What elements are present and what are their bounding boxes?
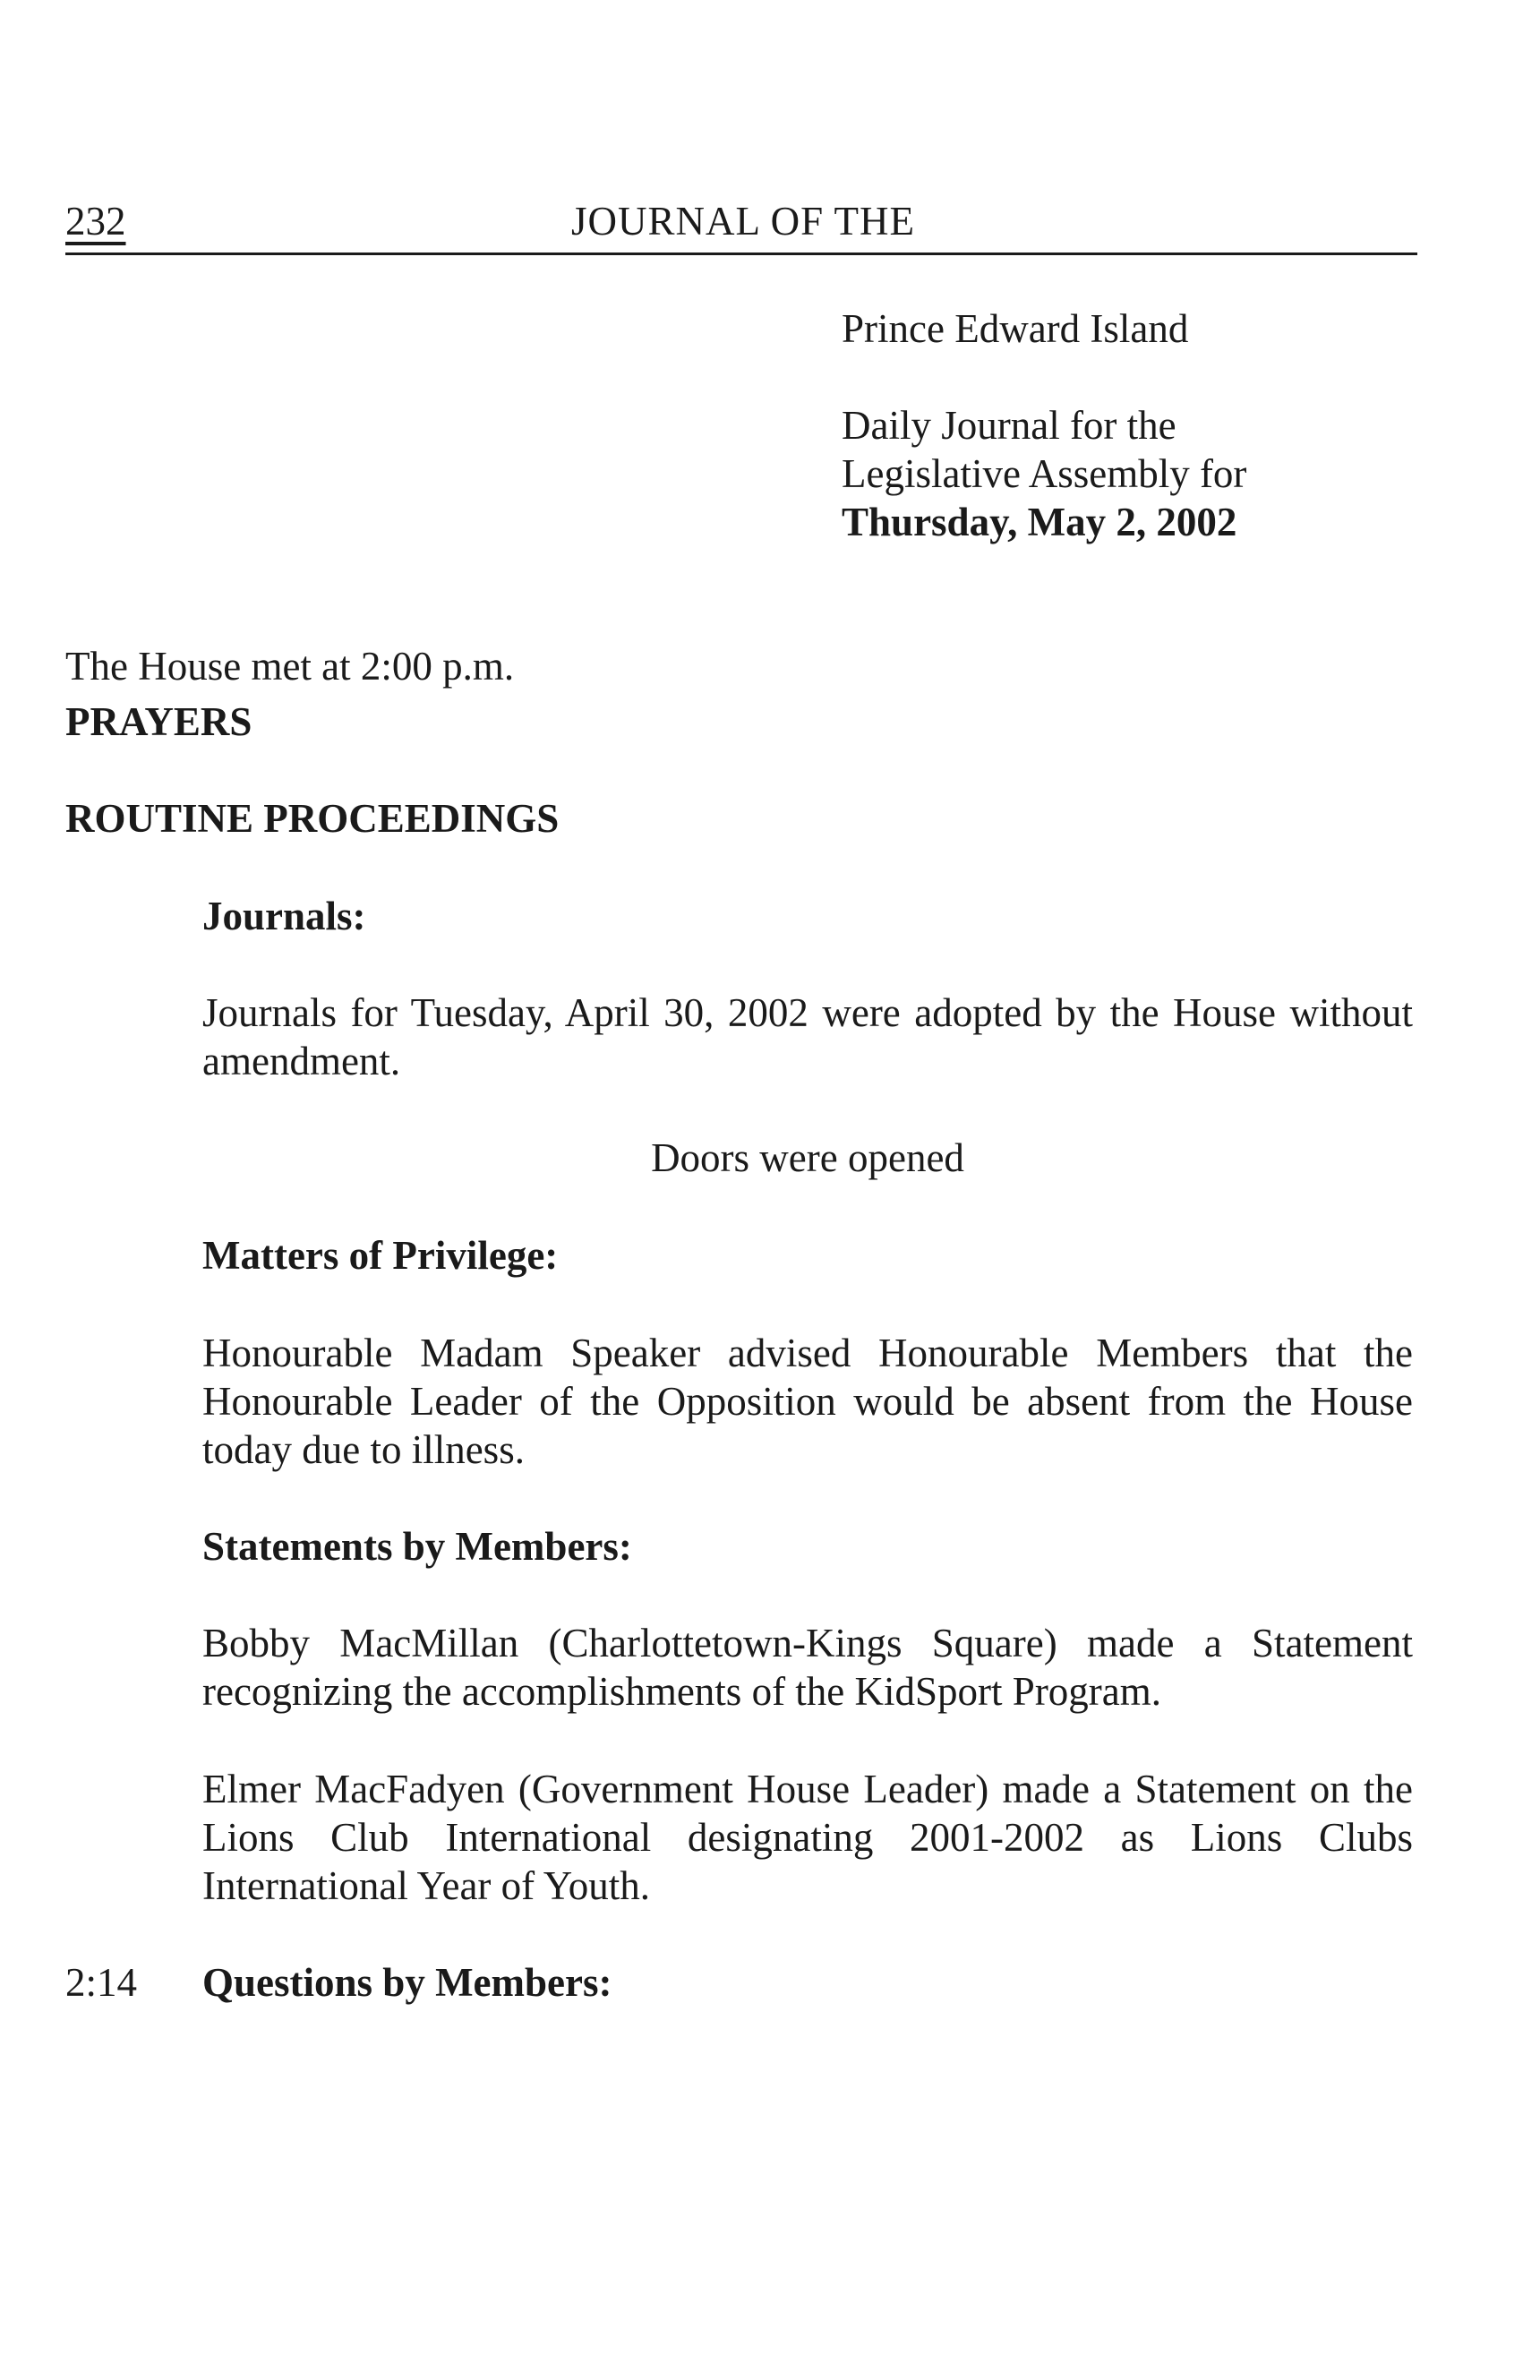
prayers-heading: PRAYERS — [65, 699, 252, 744]
sitting-date: Thursday, May 2, 2002 — [842, 500, 1237, 544]
journals-paragraph: Journals for Tuesday, April 30, 2002 were adopted by the House without amendment. — [202, 990, 1413, 1083]
running-head — [65, 195, 1417, 255]
running-title: JOURNAL OF THE — [571, 199, 916, 244]
matters-of-privilege-heading: Matters of Privilege: — [202, 1233, 559, 1278]
statements-heading: Statements by Members: — [202, 1524, 632, 1569]
doors-opened-note: Doors were opened — [651, 1135, 964, 1180]
journal-line-1: Daily Journal for the — [842, 403, 1176, 448]
journal-header — [842, 304, 1415, 546]
questions-time: 2:14 — [65, 1960, 138, 2005]
questions-heading: Questions by Members: — [202, 1960, 612, 2005]
journals-heading: Journals: — [202, 894, 366, 938]
journal-line-2: Legislative Assembly for — [842, 451, 1247, 496]
statement-paragraph: Elmer MacFadyen (Government House Leader) made a Statement on the Lions Club International designating 2001-2002 as Lions Clubs International Year of Youth. — [202, 1767, 1413, 1908]
province-name: Prince Edward Island — [842, 306, 1189, 351]
statement-paragraph: Bobby MacMillan (Charlottetown-Kings Square) made a Statement recognizing the accomplishments of the KidSport Program. — [202, 1621, 1413, 1714]
house-met-time: The House met at 2:00 p.m. — [65, 644, 515, 689]
routine-proceedings-heading: ROUTINE PROCEEDINGS — [65, 796, 560, 841]
privilege-paragraph: Honourable Madam Speaker advised Honourable Members that the Honourable Leader of the Opposition would be absent from the House today due to illness. — [202, 1331, 1413, 1472]
page-number: 232 — [65, 199, 126, 244]
